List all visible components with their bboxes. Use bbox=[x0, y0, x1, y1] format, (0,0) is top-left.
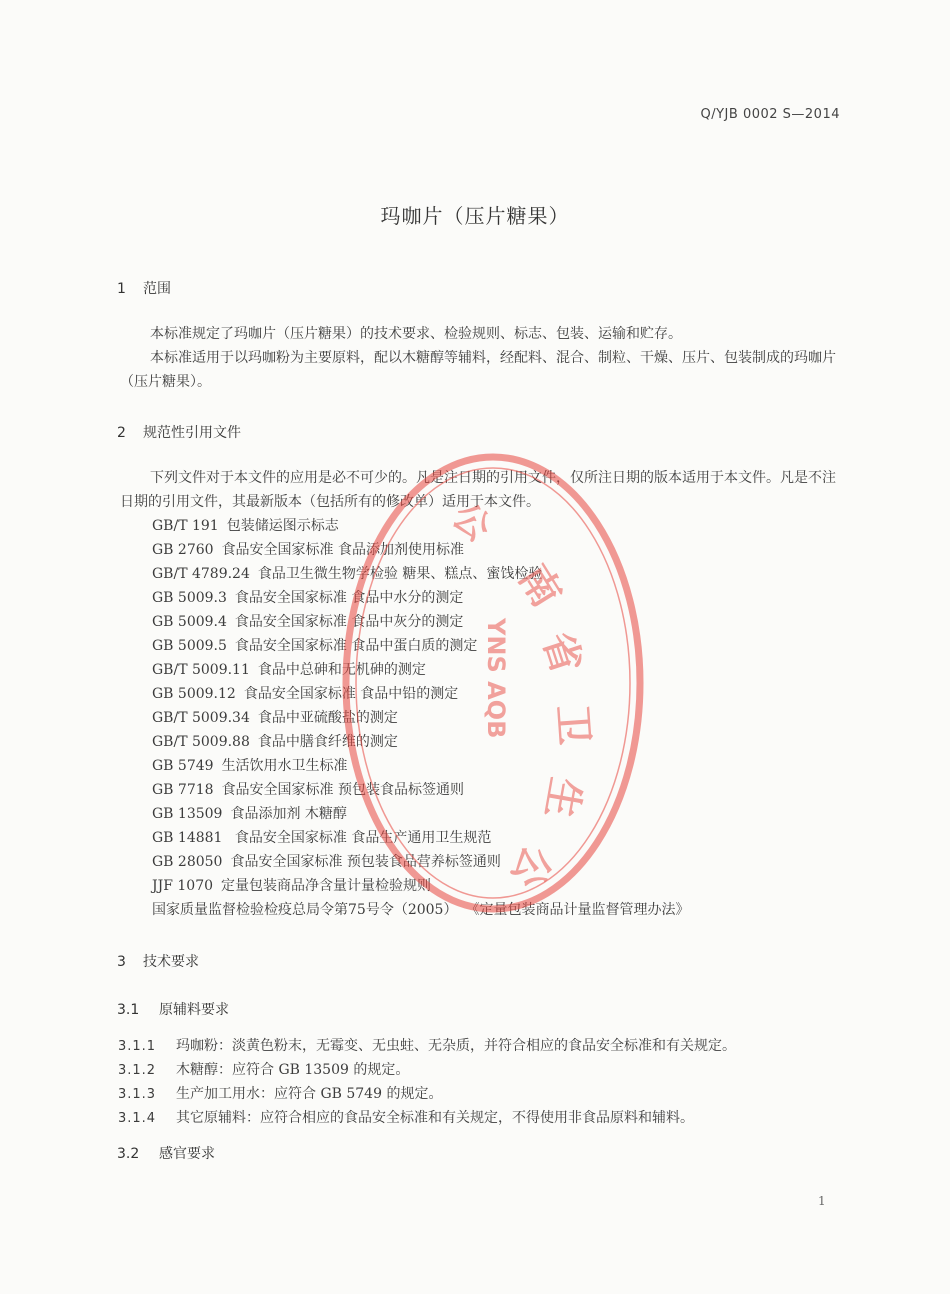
reference-code: GB 28050 bbox=[152, 854, 223, 870]
reference-item bbox=[152, 586, 689, 610]
reference-item bbox=[152, 514, 689, 538]
reference-title: 食品安全国家标准 食品中水分的测定 bbox=[234, 590, 464, 606]
requirement-item bbox=[118, 1035, 736, 1055]
item-text: 木糖醇：应符合 GB 13509 的规定。 bbox=[176, 1062, 410, 1078]
requirement-item bbox=[118, 1107, 694, 1127]
section-1-heading bbox=[117, 278, 171, 298]
reference-item bbox=[152, 850, 689, 874]
reference-title: 包装储运图示标志 bbox=[226, 518, 339, 534]
reference-item bbox=[152, 826, 689, 850]
section-title: 范围 bbox=[143, 281, 171, 297]
section-title: 技术要求 bbox=[143, 954, 199, 970]
page-number: 1 bbox=[818, 1194, 826, 1208]
reference-code: JJF 1070 bbox=[152, 878, 214, 894]
reference-code: GB 7718 bbox=[152, 782, 214, 798]
document-title: 玛咖片（压片糖果） bbox=[380, 204, 570, 228]
svg-text:卫: 卫 bbox=[548, 703, 597, 747]
subsection-3-2-heading bbox=[117, 1143, 215, 1163]
svg-text:省: 省 bbox=[533, 626, 590, 680]
reference-code: GB 14881 bbox=[152, 830, 223, 846]
reference-code: GB 5749 bbox=[152, 758, 214, 774]
section-number: 3.2 bbox=[117, 1146, 140, 1162]
reference-code: GB/T 191 bbox=[152, 518, 219, 534]
reference-code: 国家质量监督检验检疫总局令第75号令（2005） bbox=[152, 902, 458, 918]
item-text: 其它原辅料：应符合相应的食品安全标准和有关规定，不得使用非食品原料和辅料。 bbox=[176, 1110, 694, 1126]
svg-text:公: 公 bbox=[444, 495, 499, 551]
section-number: 3 bbox=[117, 954, 126, 970]
svg-text:南: 南 bbox=[509, 556, 570, 616]
reference-title: 食品安全国家标准 食品中铅的测定 bbox=[243, 686, 459, 702]
reference-title: 食品安全国家标准 食品中蛋白质的测定 bbox=[234, 638, 478, 654]
reference-item bbox=[152, 610, 689, 634]
standard-code: Q/YJB 0002 S—2014 bbox=[700, 107, 840, 122]
reference-item bbox=[152, 562, 689, 586]
reference-item bbox=[152, 898, 689, 922]
reference-list bbox=[152, 514, 689, 922]
reference-item bbox=[152, 658, 689, 682]
section-2-heading bbox=[117, 422, 241, 442]
reference-item bbox=[152, 538, 689, 562]
requirement-item bbox=[118, 1083, 442, 1103]
reference-title: 食品安全国家标准 食品生产通用卫生规范 bbox=[230, 830, 492, 846]
section-title: 感官要求 bbox=[159, 1146, 215, 1162]
reference-title: 食品安全国家标准 预包装食品营养标签通则 bbox=[230, 854, 501, 870]
reference-title: 食品安全国家标准 食品中灰分的测定 bbox=[234, 614, 464, 630]
reference-title: 食品安全国家标准 食品添加剂使用标准 bbox=[221, 542, 465, 558]
reference-item bbox=[152, 778, 689, 802]
reference-code: GB 5009.12 bbox=[152, 686, 236, 702]
section-title: 规范性引用文件 bbox=[143, 425, 241, 441]
reference-item bbox=[152, 706, 689, 730]
reference-item bbox=[152, 802, 689, 826]
reference-item bbox=[152, 754, 689, 778]
reference-item bbox=[152, 874, 689, 898]
item-number: 3.1.3 bbox=[118, 1087, 157, 1102]
reference-code: GB 13509 bbox=[152, 806, 223, 822]
section-number: 3.1 bbox=[117, 1002, 140, 1018]
references-intro: 下列文件对于本文件的应用是必不可少的。凡是注日期的引用文件，仅所注日期的版本适用于本文件。凡是不注日期的引用文件，其最新版本（包括所有的修改单）适用于本文件。 bbox=[120, 470, 836, 510]
item-number: 3.1.1 bbox=[118, 1039, 157, 1054]
reference-title: 《定量包装商品计量监督管理办法》 bbox=[465, 902, 690, 918]
section-number: 1 bbox=[117, 281, 126, 297]
reference-code: GB 5009.4 bbox=[152, 614, 227, 630]
svg-text:公: 公 bbox=[501, 838, 561, 895]
reference-code: GB/T 5009.88 bbox=[152, 734, 250, 750]
scope-paragraph-1: 本标准规定了玛咖片（压片糖果）的技术要求、检验规则、标志、包装、运输和贮存。 bbox=[150, 326, 682, 342]
item-number: 3.1.4 bbox=[118, 1111, 157, 1126]
reference-item bbox=[152, 634, 689, 658]
reference-title: 食品中亚硫酸盐的测定 bbox=[257, 710, 398, 726]
reference-title: 食品添加剂 木糖醇 bbox=[230, 806, 347, 822]
reference-code: GB/T 5009.34 bbox=[152, 710, 250, 726]
reference-item bbox=[152, 730, 689, 754]
item-text: 生产加工用水：应符合 GB 5749 的规定。 bbox=[176, 1086, 443, 1102]
reference-title: 生活饮用水卫生标准 bbox=[221, 758, 348, 774]
reference-code: GB/T 4789.24 bbox=[152, 566, 250, 582]
section-3-heading bbox=[117, 951, 199, 971]
reference-code: GB/T 5009.11 bbox=[152, 662, 250, 678]
svg-text:生: 生 bbox=[536, 774, 589, 822]
section-title: 原辅料要求 bbox=[159, 1002, 229, 1018]
section-number: 2 bbox=[117, 425, 126, 441]
reference-code: GB 5009.3 bbox=[152, 590, 227, 606]
subsection-3-1-heading bbox=[117, 999, 229, 1019]
reference-title: 食品中总砷和无机砷的测定 bbox=[257, 662, 426, 678]
reference-code: GB 2760 bbox=[152, 542, 214, 558]
requirement-item bbox=[118, 1059, 409, 1079]
item-number: 3.1.2 bbox=[118, 1063, 157, 1078]
reference-item bbox=[152, 682, 689, 706]
reference-title: 定量包装商品净含量计量检验规则 bbox=[221, 878, 432, 894]
svg-text:YNS AQB: YNS AQB bbox=[482, 618, 510, 739]
scope-paragraph-2: 本标准适用于以玛咖粉为主要原料，配以木糖醇等辅料，经配料、混合、制粒、干燥、压片、包装制成的玛咖片（压片糖果）。 bbox=[120, 350, 836, 390]
reference-title: 食品安全国家标准 预包装食品标签通则 bbox=[221, 782, 465, 798]
reference-title: 食品中膳食纤维的测定 bbox=[257, 734, 398, 750]
item-text: 玛咖粉：淡黄色粉末，无霉变、无虫蛀、无杂质，并符合相应的食品安全标准和有关规定。 bbox=[176, 1038, 736, 1054]
reference-title: 食品卫生微生物学检验 糖果、糕点、蜜饯检验 bbox=[257, 566, 543, 582]
reference-code: GB 5009.5 bbox=[152, 638, 227, 654]
